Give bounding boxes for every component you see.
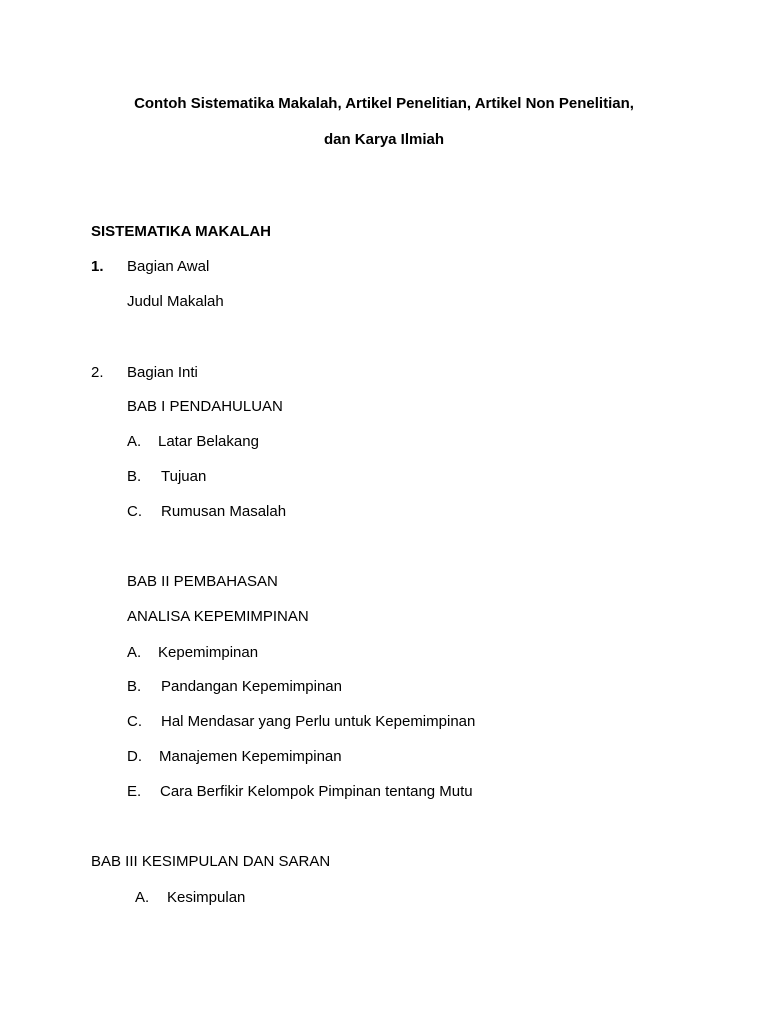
bab1-item-a-text: Latar Belakang [158, 433, 259, 450]
bab1-item-a-letter: A. [127, 433, 142, 450]
bab1-item-c-letter: C. [127, 503, 142, 520]
bab2-item-c-letter: C. [127, 713, 142, 730]
bab1-item-c-text: Rumusan Masalah [161, 503, 287, 520]
part2-number: 2. [91, 364, 104, 381]
bab2-item-d-letter: D. [127, 748, 142, 765]
bab3-heading: BAB III KESIMPULAN DAN SARAN [91, 853, 331, 870]
bab2-item-a-letter: A. [127, 644, 142, 661]
bab2-heading: BAB II PEMBAHASAN [127, 573, 278, 590]
bab2-item-d-text: Manajemen Kepemimpinan [159, 748, 342, 765]
bab1-heading: BAB I PENDAHULUAN [127, 398, 283, 415]
bab1-item-b-text: Tujuan [161, 468, 207, 485]
bab3-item-a-text: Kesimpulan [167, 889, 246, 906]
bab2-item-b-text: Pandangan Kepemimpinan [161, 678, 342, 695]
part1-label: Bagian Awal [127, 258, 210, 275]
bab2-item-b-letter: B. [127, 678, 142, 695]
bab1-item-b-letter: B. [127, 468, 142, 485]
bab2-item-c-text: Hal Mendasar yang Perlu untuk Kepemimpinan [161, 713, 476, 730]
document-title-line-1: Contoh Sistematika Makalah, Artikel Penelitian, Artikel Non Penelitian, [134, 95, 634, 112]
document-title-line-2: dan Karya Ilmiah [323, 131, 445, 148]
bab2-subheading: ANALISA KEPEMIMPINAN [127, 608, 309, 625]
bab2-item-e-text: Cara Berfikir Kelompok Pimpinan tentang Mutu [160, 783, 473, 800]
section-heading: SISTEMATIKA MAKALAH [91, 223, 271, 240]
part1-sub: Judul Makalah [127, 293, 224, 310]
bab2-item-a-text: Kepemimpinan [158, 644, 259, 661]
part1-number: 1. [91, 258, 104, 275]
bab3-item-a-letter: A. [135, 889, 150, 906]
bab2-item-e-letter: E. [127, 783, 142, 800]
part2-label: Bagian Inti [127, 364, 198, 381]
